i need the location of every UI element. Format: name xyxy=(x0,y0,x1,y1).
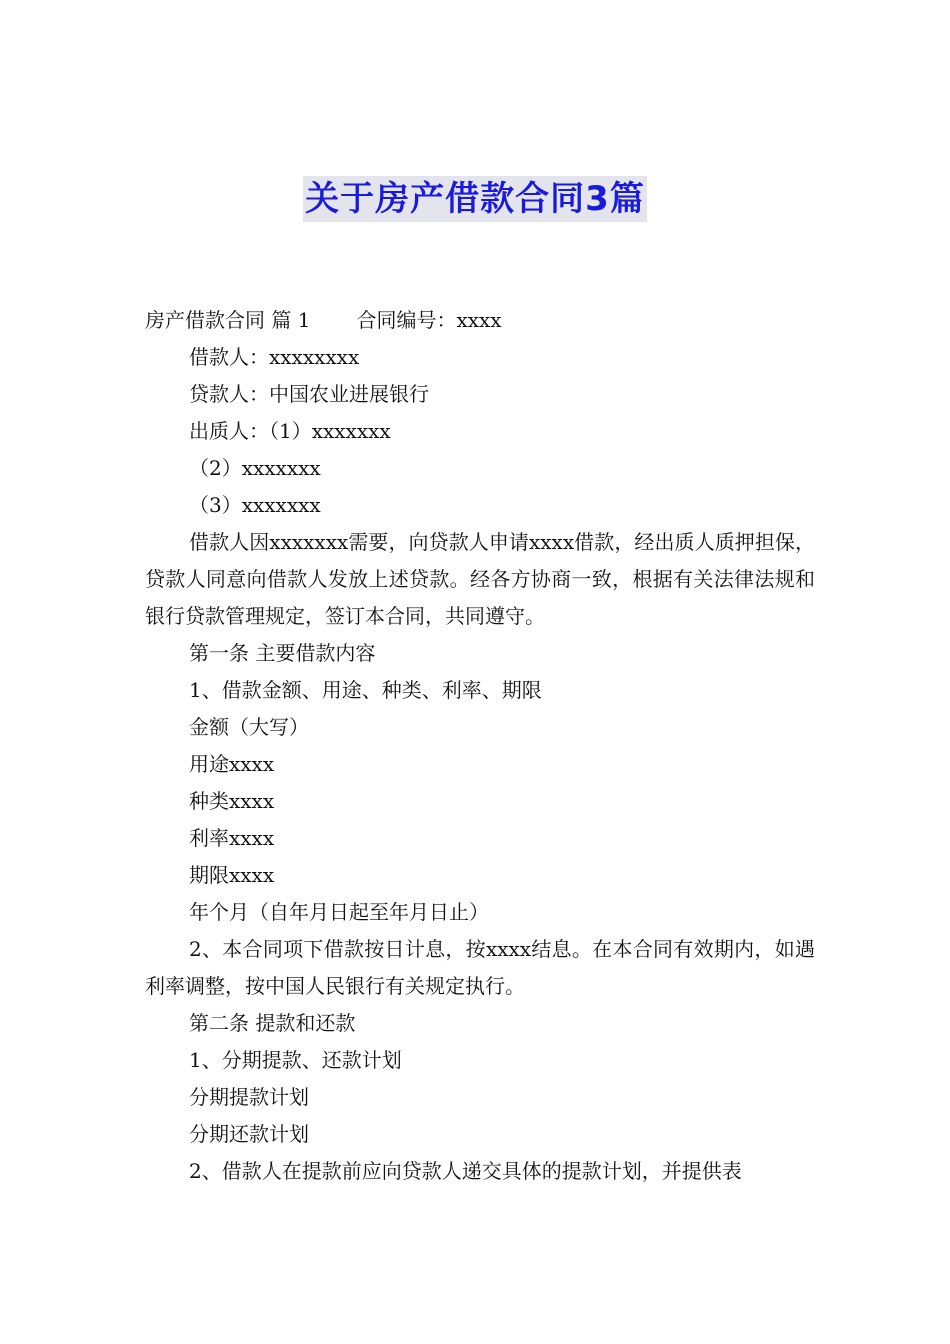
intro-paragraph: 借款人因xxxxxxx需要，向贷款人申请xxxx借款，经出质人质押担保，贷款人同意向借款人发放上述贷款。经各方协商一致，根据有关法律法规和银行贷款管理规定，签订本合同，共同遵守。 xyxy=(145,530,815,628)
field-drawdown-plan: 分期提款计划 xyxy=(189,1085,309,1109)
title-container xyxy=(0,176,950,222)
pledgor-3-line: （3）xxxxxxx xyxy=(189,493,321,517)
section-2-item-1: 1、分期提款、还款计划 xyxy=(189,1048,402,1072)
field-term: 期限xxxx xyxy=(189,863,275,887)
lender-line: 贷款人：中国农业进展银行 xyxy=(189,382,429,406)
document-body xyxy=(145,302,815,1190)
section-1-item-1: 1、借款金额、用途、种类、利率、期限 xyxy=(189,678,542,702)
section-1-item-2: 2、本合同项下借款按日计息，按xxxx结息。在本合同有效期内，如遇利率调整，按中国人民银行有关规定执行。 xyxy=(145,937,815,998)
pledgor-line: 出质人：（1）xxxxxxx xyxy=(189,419,391,443)
field-term-period: 年个月（自年月日起至年月日止） xyxy=(189,900,489,924)
borrower-line: 借款人：xxxxxxxx xyxy=(189,345,360,369)
field-rate: 利率xxxx xyxy=(189,826,275,850)
contract-header-line xyxy=(145,302,815,339)
field-repayment-plan: 分期还款计划 xyxy=(189,1122,309,1146)
field-purpose: 用途xxxx xyxy=(189,752,275,776)
contract-part-label: 房产借款合同 篇 1 xyxy=(145,308,311,332)
contract-number: 合同编号：xxxx xyxy=(356,308,502,332)
pledgor-2-line: （2）xxxxxxx xyxy=(189,456,321,480)
section-2-item-2: 2、借款人在提款前应向贷款人递交具体的提款计划，并提供表 xyxy=(189,1159,742,1183)
field-type: 种类xxxx xyxy=(189,789,275,813)
section-2-heading: 第二条 提款和还款 xyxy=(189,1011,356,1035)
document-title: 关于房产借款合同3篇 xyxy=(303,176,647,222)
section-1-heading: 第一条 主要借款内容 xyxy=(189,641,376,665)
field-amount: 金额（大写） xyxy=(189,715,309,739)
